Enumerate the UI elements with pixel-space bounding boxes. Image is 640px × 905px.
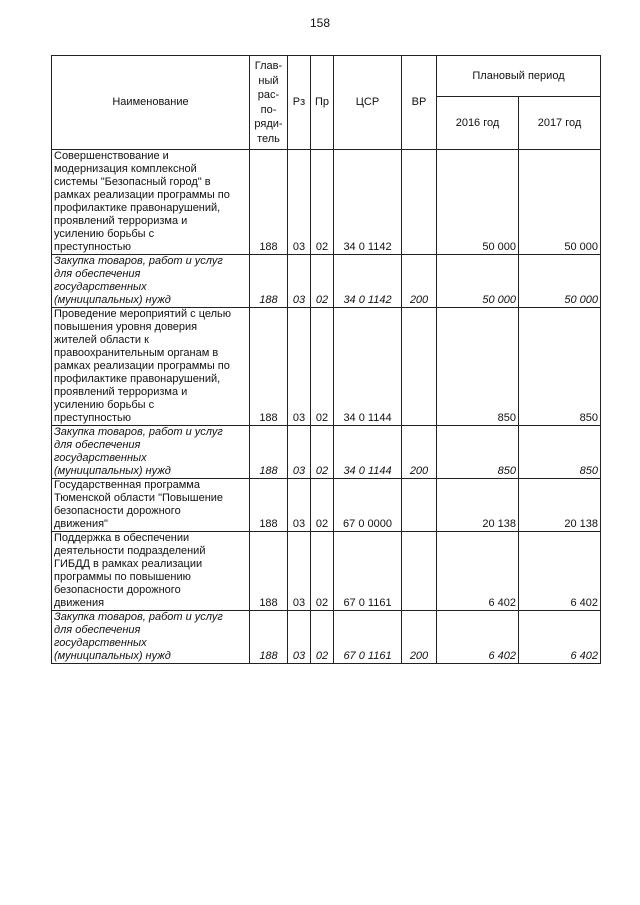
cell-2017: 6 402 [519,532,601,611]
header-name: Наименование [52,56,250,150]
header-glav-line: тель [257,132,280,145]
cell-pr: 02 [311,308,334,426]
cell-2016: 850 [437,426,519,479]
row-name-line: Государственная программа [54,479,200,491]
row-name [52,479,250,532]
row-name-line: государственных [54,452,147,464]
row-name-line: усилению борьбы с [54,228,155,240]
table-row [52,255,601,308]
table-row [52,426,601,479]
cell-2016: 6 402 [437,532,519,611]
row-name-line: безопасности дорожного [54,584,181,596]
cell-2016: 50 000 [437,150,519,255]
row-name-line: деятельности подразделений [54,545,206,557]
cell-rz: 03 [288,308,311,426]
cell-rz: 03 [288,611,311,664]
cell-pr: 02 [311,150,334,255]
table-row [52,308,601,426]
header-glav-line: рас- [257,89,280,101]
header-glav [250,56,288,150]
row-name-line: движения" [54,518,108,530]
cell-pr: 02 [311,479,334,532]
row-name-line: движения [54,597,105,609]
row-name [52,150,250,255]
cell-vr [402,308,437,426]
cell-csr: 34 0 1142 [334,255,402,308]
row-name-line: (муниципальных) нужд [54,294,171,306]
cell-glav: 188 [250,611,288,664]
cell-pr: 02 [311,611,334,664]
header-glav-line: по- [260,103,277,116]
row-name-line: преступностью [54,241,132,253]
cell-csr: 67 0 1161 [334,532,402,611]
header-vr: ВР [402,56,437,150]
row-name-line: профилактике правонарушений, [54,373,221,385]
row-name [52,308,250,426]
cell-glav: 188 [250,426,288,479]
row-name-line: проявлений терроризма и [54,215,188,227]
cell-2017: 6 402 [519,611,601,664]
row-name-line: программы по повышению [54,571,191,583]
cell-csr: 34 0 1142 [334,150,402,255]
row-name-line: правоохранительным органам в [54,347,219,359]
cell-2016: 6 402 [437,611,519,664]
table-row [52,479,601,532]
cell-rz: 03 [288,479,311,532]
page-number: 158 [309,16,331,30]
header-csr: ЦСР [334,56,402,150]
row-name-line: проявлений терроризма и [54,386,188,398]
row-name-line: Совершенствование и [54,150,169,162]
cell-rz: 03 [288,532,311,611]
cell-vr: 200 [402,611,437,664]
row-name-line: модернизация комплексной [54,163,197,175]
row-name-line: государственных [54,637,147,649]
row-name-line: для обеспечения [54,624,141,636]
row-name-line: для обеспечения [54,268,141,280]
header-glav-line: Глав- [254,60,283,72]
cell-vr: 200 [402,255,437,308]
cell-rz: 03 [288,150,311,255]
row-name-line: (муниципальных) нужд [54,650,171,662]
row-name-line: усилению борьбы с [54,399,155,411]
row-name-line: Проведение мероприятий с целью [54,308,232,320]
row-name-line: Поддержка в обеспечении [54,532,190,544]
cell-glav: 188 [250,308,288,426]
cell-csr: 34 0 1144 [334,426,402,479]
row-name-line: рамках реализации программы по [54,360,230,372]
row-name-line: преступностью [54,412,132,424]
cell-2016: 850 [437,308,519,426]
cell-rz: 03 [288,426,311,479]
cell-2016: 20 138 [437,479,519,532]
cell-2017: 20 138 [519,479,601,532]
table-row [52,532,601,611]
cell-pr: 02 [311,426,334,479]
row-name-line: Закупка товаров, работ и услуг [54,426,223,438]
table-row [52,150,601,255]
row-name-line: профилактике правонарушений, [54,202,221,214]
header-glav-line: ряди- [254,118,283,130]
row-name [52,532,250,611]
cell-vr [402,150,437,255]
header-planned-period: Плановый период [437,56,601,97]
row-name-line: рамках реализации программы по [54,189,230,201]
row-name-line: системы "Безопасный город" в [54,176,211,188]
row-name-line: жителей области к [54,334,149,346]
cell-pr: 02 [311,532,334,611]
cell-rz: 03 [288,255,311,308]
header-row-1 [52,56,601,97]
row-name-line: Закупка товаров, работ и услуг [54,255,223,267]
cell-glav: 188 [250,255,288,308]
cell-2017: 50 000 [519,255,601,308]
cell-csr: 67 0 1161 [334,611,402,664]
cell-glav: 188 [250,532,288,611]
header-year-2016: 2016 год [437,97,519,150]
row-name [52,426,250,479]
cell-vr [402,479,437,532]
row-name-line: для обеспечения [54,439,141,451]
cell-vr: 200 [402,426,437,479]
cell-csr: 67 0 0000 [334,479,402,532]
cell-vr [402,532,437,611]
row-name-line: Закупка товаров, работ и услуг [54,611,223,623]
row-name-line: ГИБДД в рамках реализации [54,558,203,570]
cell-glav: 188 [250,479,288,532]
cell-2017: 50 000 [519,150,601,255]
header-year-2017: 2017 год [519,97,601,150]
header-pr: Пр [311,56,334,150]
row-name-line: Тюменской области "Повышение [54,492,224,504]
budget-table [51,55,601,664]
cell-csr: 34 0 1144 [334,308,402,426]
row-name [52,255,250,308]
row-name [52,611,250,664]
row-name-line: (муниципальных) нужд [54,465,171,477]
cell-2017: 850 [519,426,601,479]
cell-pr: 02 [311,255,334,308]
cell-2017: 850 [519,308,601,426]
cell-2016: 50 000 [437,255,519,308]
row-name-line: безопасности дорожного [54,505,181,517]
cell-glav: 188 [250,150,288,255]
row-name-line: государственных [54,281,147,293]
header-glav-line: ный [258,74,279,87]
header-rz: Рз [288,56,311,150]
table-body [52,150,601,664]
table-row [52,611,601,664]
row-name-line: повышения уровня доверия [54,321,198,333]
